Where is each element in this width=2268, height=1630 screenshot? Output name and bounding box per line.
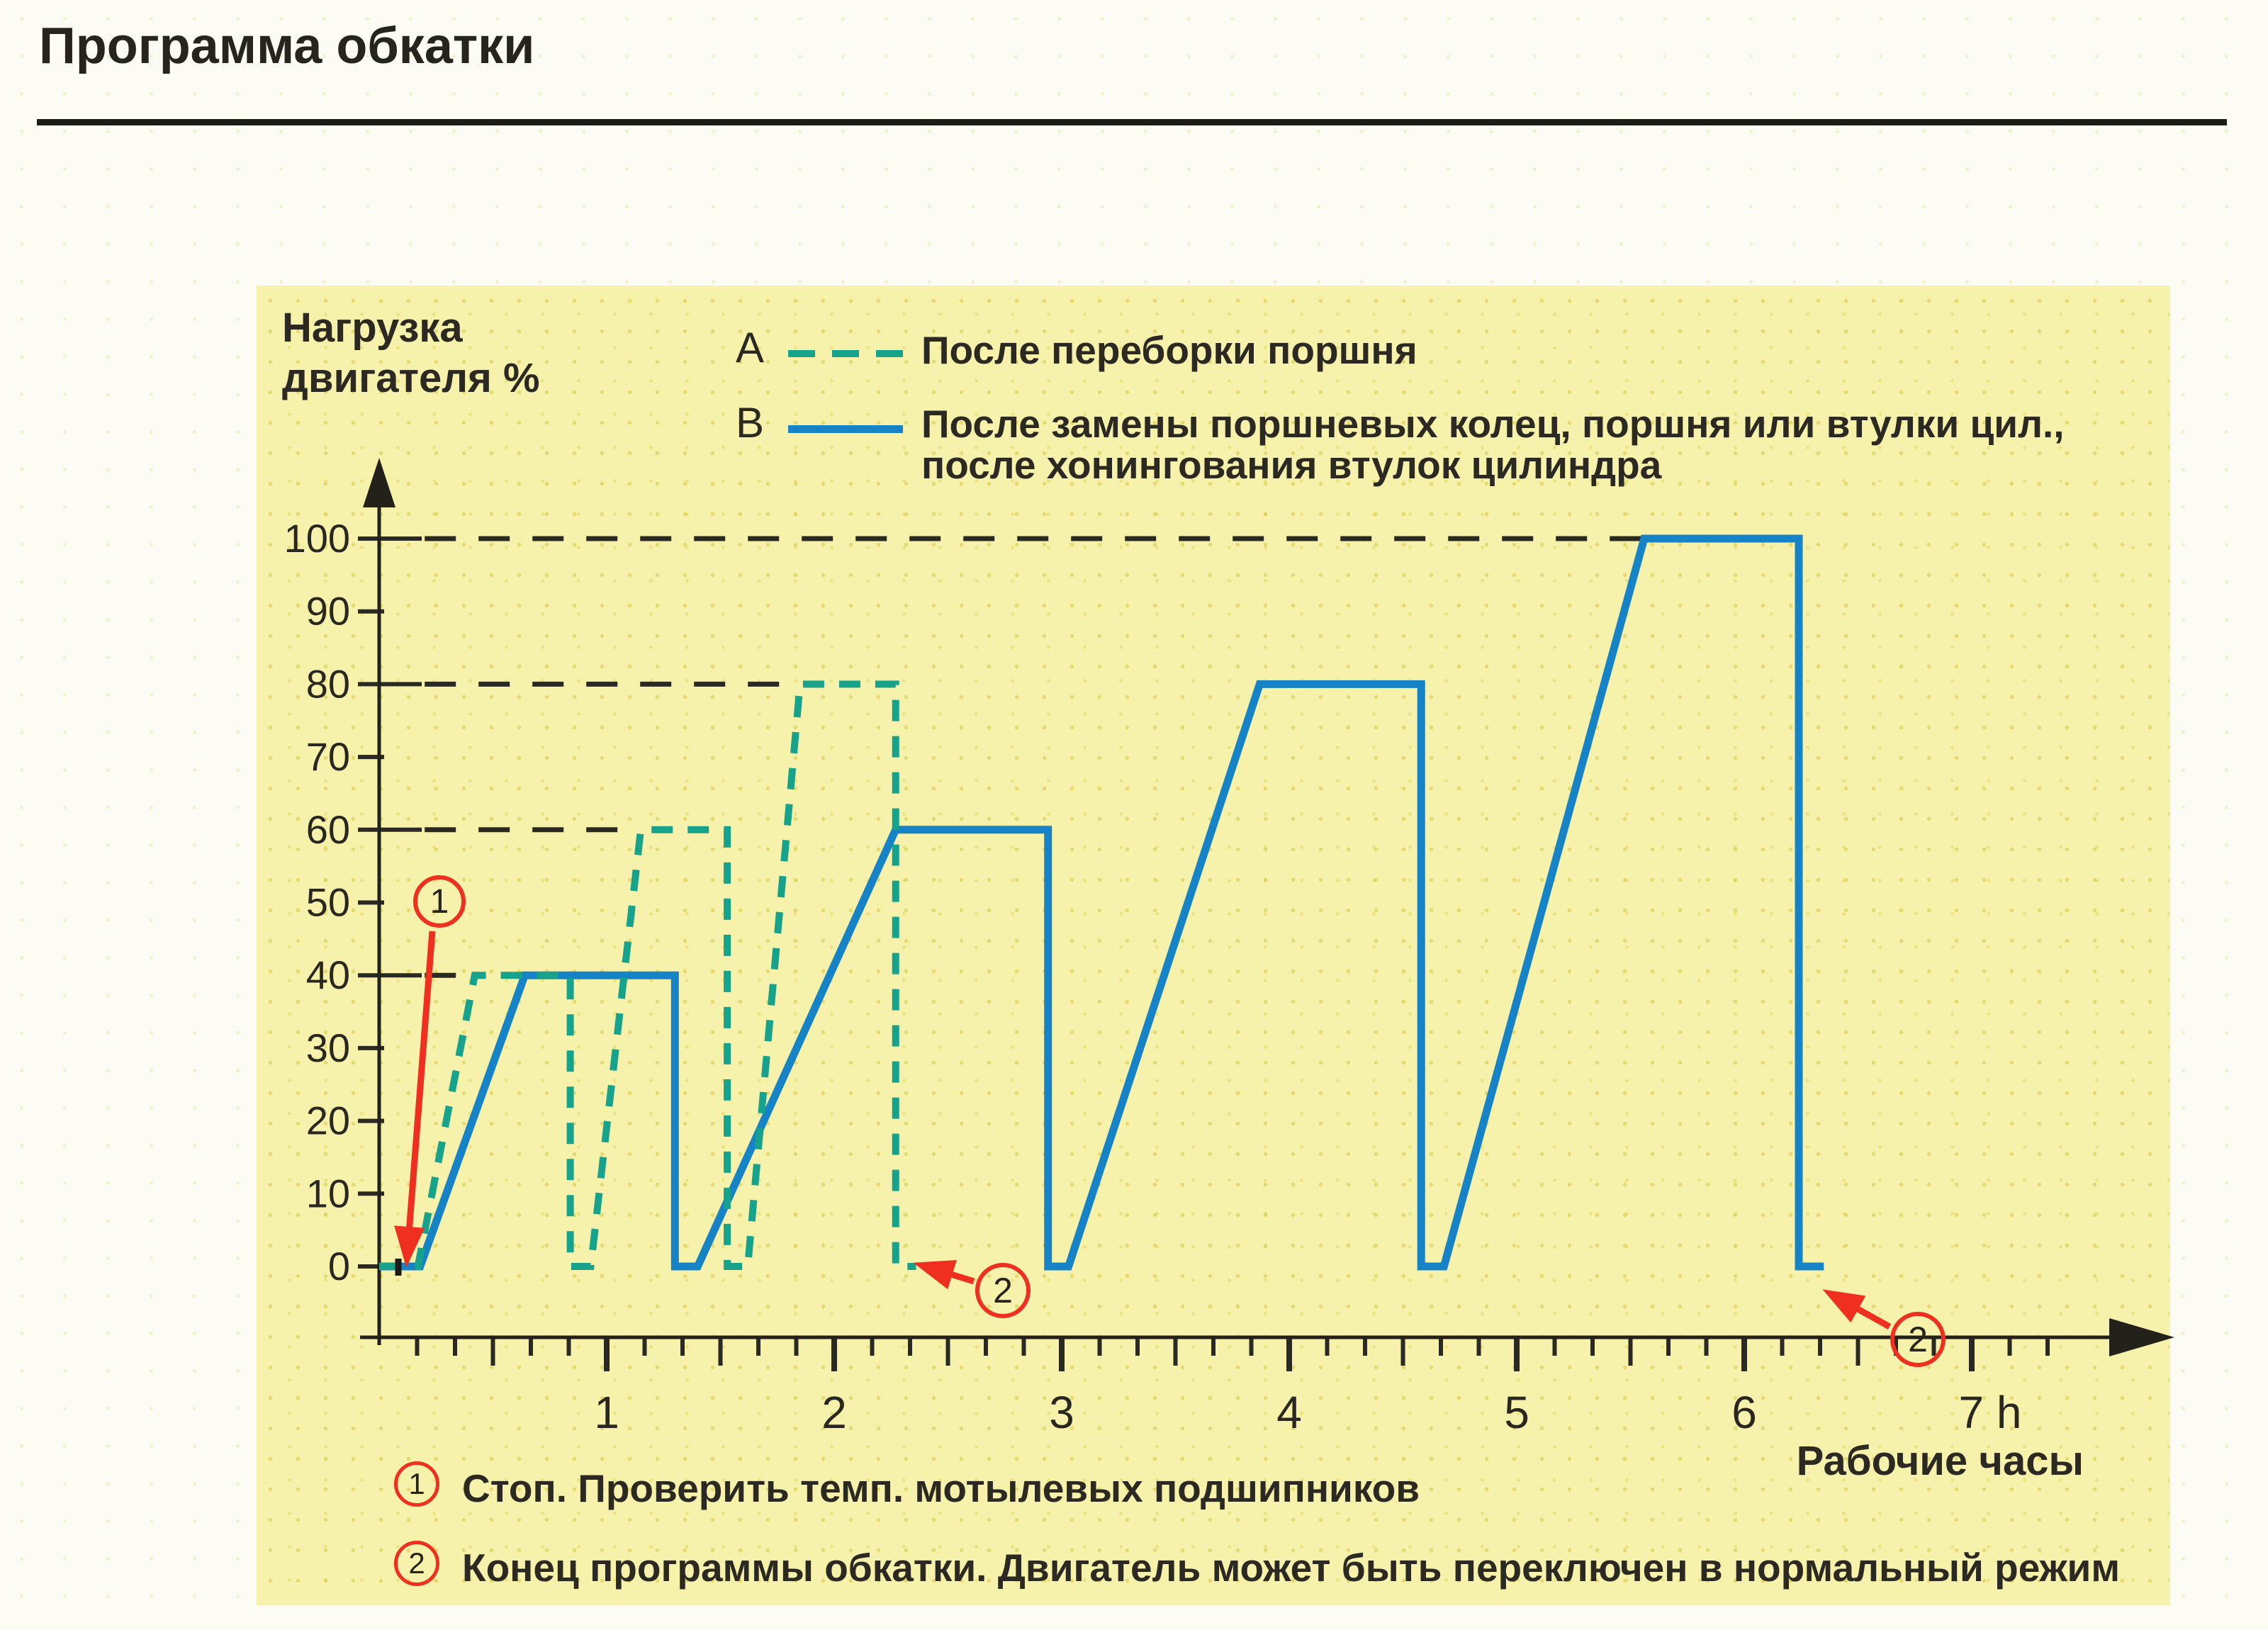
svg-text:30: 30 (305, 1025, 350, 1070)
svg-text:100: 100 (284, 516, 350, 561)
legend-key-a: A (736, 324, 765, 371)
legend-solid-line-sample-b (788, 425, 903, 433)
svg-text:70: 70 (305, 734, 350, 780)
svg-text:20: 20 (305, 1098, 350, 1143)
svg-text:7 h: 7 h (1958, 1387, 2022, 1438)
svg-text:90: 90 (305, 588, 350, 634)
legend-label-b-line1: После замены поршневых колец, поршня или втулки цил., (921, 402, 2065, 446)
svg-text:80: 80 (305, 661, 350, 707)
note-1-text: Стоп. Проверить темп. мотылевых подшипников (462, 1466, 1420, 1510)
y-axis-label (282, 303, 540, 404)
note-2-text: Конец программы обкатки. Двигатель может быть переключен в нормальный режим (462, 1546, 2121, 1590)
note-2-circle: 2 (394, 1541, 439, 1586)
svg-text:60: 60 (305, 806, 350, 852)
svg-text:40: 40 (305, 952, 350, 998)
svg-text:4: 4 (1276, 1387, 1302, 1438)
svg-text:10: 10 (305, 1171, 350, 1216)
y-axis-label-line1: Нагрузка (282, 305, 463, 351)
y-axis-label-line2: двигателя % (282, 354, 540, 401)
svg-text:2: 2 (821, 1387, 847, 1438)
callout-circle-1: 1 (413, 875, 466, 928)
callout-circle-2-curve-a: 2 (975, 1263, 1031, 1318)
note-1-circle: 1 (394, 1461, 439, 1507)
callout-circle-2-curve-b: 2 (1890, 1312, 1946, 1367)
svg-text:0: 0 (327, 1244, 350, 1288)
svg-text:5: 5 (1504, 1387, 1529, 1438)
svg-text:1: 1 (594, 1387, 619, 1438)
legend-label-a: После переборки поршня (921, 328, 1418, 372)
page-title: Программа обкатки (39, 18, 535, 74)
legend-label-b-line2: после хонингования втулок цилиндра (921, 443, 1662, 487)
svg-text:50: 50 (305, 879, 350, 925)
x-axis-caption: Рабочие часы (1796, 1438, 2084, 1484)
legend-key-b: B (736, 399, 765, 446)
legend-dashed-line-sample-a (788, 350, 903, 357)
svg-text:3: 3 (1049, 1387, 1074, 1438)
svg-text:6: 6 (1731, 1387, 1757, 1438)
